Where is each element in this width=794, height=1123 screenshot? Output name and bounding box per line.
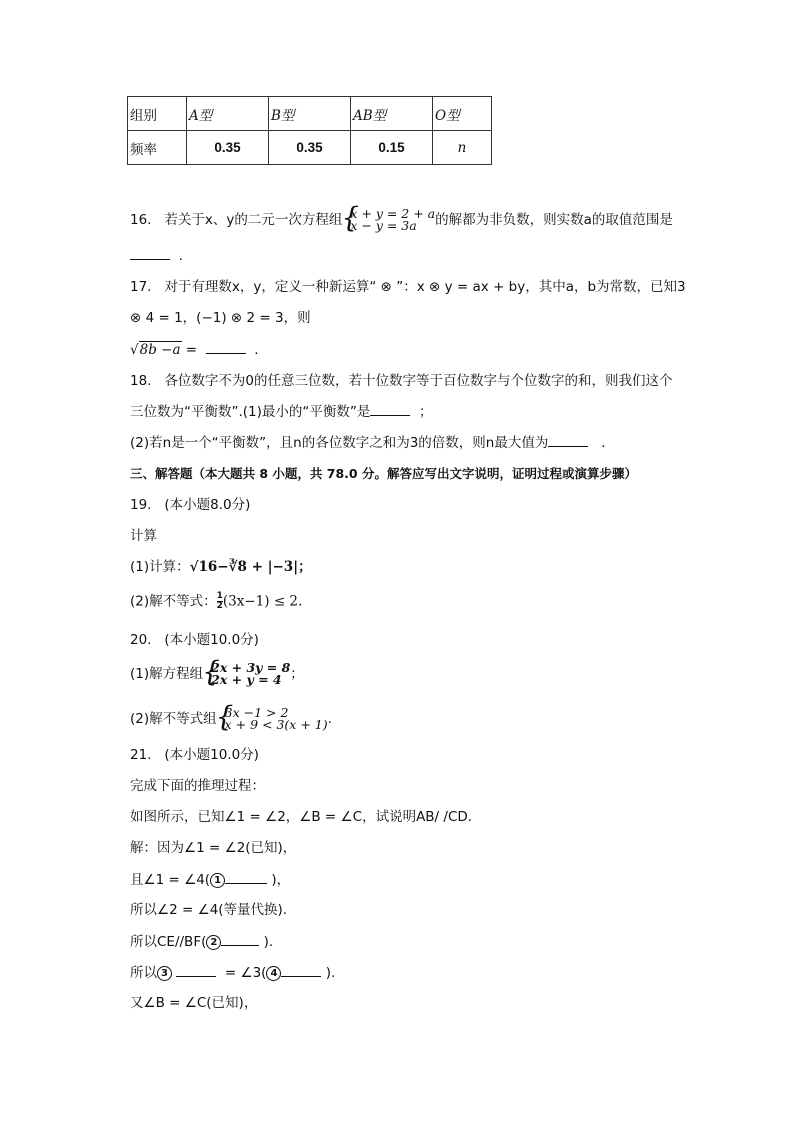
- part-label: (1)计算：: [130, 559, 190, 575]
- question-19-part1: [130, 558, 312, 576]
- table-cell: 组别: [128, 97, 187, 131]
- punctuation: .: [327, 711, 332, 727]
- question-21: [130, 746, 259, 764]
- circled-number: 4: [266, 966, 281, 981]
- part-label: (2)解不等式组: [130, 711, 217, 727]
- punctuation: .: [601, 435, 606, 451]
- proof-text: 且∠1 = ∠4(: [130, 872, 211, 888]
- answer-blank[interactable]: [221, 932, 259, 946]
- question-19-part2: [130, 592, 302, 611]
- proof-step-5: [130, 963, 335, 982]
- inequality: x + 9 < 3(x + 1): [224, 717, 328, 732]
- answer-blank[interactable]: [370, 402, 410, 416]
- math-expression: √16: [189, 559, 218, 575]
- circled-number: 2: [206, 935, 221, 950]
- equation-system: [203, 662, 290, 686]
- table-cell: A型: [187, 97, 269, 131]
- question-16: [130, 208, 673, 232]
- equation-system: [342, 208, 435, 232]
- circled-number: 3: [157, 966, 172, 981]
- table-cell: n: [433, 131, 492, 165]
- equation: x − y = 3a: [350, 218, 417, 233]
- table-header-row: [128, 97, 492, 131]
- proof-text: )，: [271, 872, 291, 888]
- radicand: 8b −a: [139, 342, 181, 358]
- question-19: [130, 496, 250, 514]
- question-21-given: 如图所示，已知∠1 = ∠2，∠B = ∠C，试说明AB/ /CD.: [130, 809, 473, 825]
- punctuation: .: [254, 342, 259, 358]
- question-text: 三位数为“平衡数”.(1)最小的“平衡数”是: [130, 404, 371, 420]
- answer-blank[interactable]: [176, 963, 216, 977]
- math-expression: −∛8 + |−3|；: [217, 559, 312, 575]
- table-cell: 频率: [128, 131, 187, 165]
- question-number: 21.: [130, 747, 152, 763]
- answer-blank[interactable]: [130, 246, 170, 260]
- question-number: 16.: [130, 212, 152, 228]
- score-label: (本小题8.0分): [164, 497, 251, 513]
- table-row: [128, 131, 492, 165]
- sqrt-icon: √: [130, 342, 139, 358]
- proof-step-3: 所以∠2 = ∠4(等量代换).: [130, 902, 288, 918]
- question-17-line2: [130, 309, 311, 327]
- question-text: (2)若n是一个“平衡数”，且n的各位数字之和为3的倍数，则n最大值为: [130, 435, 549, 451]
- table-cell: 0.35: [269, 131, 351, 165]
- question-18-line3: [130, 433, 606, 452]
- question-20-part1: [130, 662, 304, 686]
- question-20: [130, 631, 259, 649]
- answer-blank[interactable]: [225, 870, 267, 884]
- table-cell: 0.35: [187, 131, 269, 165]
- question-text: 若关于x、y的二元一次方程组: [164, 212, 343, 228]
- part-label: (2)解不等式：: [130, 593, 217, 610]
- punctuation: .: [178, 248, 183, 264]
- proof-step-2: [130, 870, 290, 889]
- proof-text: ).: [263, 934, 274, 950]
- question-18: [130, 372, 672, 390]
- denominator: 2: [216, 601, 223, 611]
- equation: { 2x + 3y = 8: [211, 660, 291, 675]
- question-number: 20.: [130, 632, 152, 648]
- score-label: (本小题10.0分): [164, 632, 259, 648]
- question-number: 19.: [130, 497, 152, 513]
- question-19-title: 计算: [130, 528, 157, 544]
- table-cell: AB型: [351, 97, 433, 131]
- math-expression: (3x−1) ≤ 2.: [222, 593, 303, 610]
- proof-text: ).: [325, 965, 336, 981]
- question-20-part2: [130, 707, 332, 731]
- equation: 2x + y = 4: [211, 672, 282, 687]
- question-17-line3: [130, 340, 259, 359]
- proof-text: 所以: [130, 965, 157, 981]
- inequality-system: [217, 707, 328, 731]
- question-text: ⊗ 4 = 1，(−1) ⊗ 2 = 3，则: [130, 310, 311, 326]
- question-21-intro: 完成下面的推理过程：: [130, 778, 265, 794]
- equation: { x + y = 2 + a: [350, 206, 436, 221]
- proof-step-1: 解：因为∠1 = ∠2(已知)，: [130, 840, 297, 856]
- question-number: 17.: [130, 279, 152, 295]
- question-number: 18.: [130, 373, 152, 389]
- punctuation: ；: [418, 404, 433, 420]
- question-17: [130, 278, 686, 296]
- question-text: 的解都为非负数，则实数a的取值范围是: [435, 212, 673, 228]
- question-text: 各位数字不为0的任意三位数，若十位数字等于百位数字与个位数字的和，则我们这个: [164, 373, 673, 389]
- equals-sign: =: [185, 342, 198, 358]
- table-cell: O型: [433, 97, 492, 131]
- proof-text: 所以CE//BF(: [130, 934, 207, 950]
- section-heading: 三、解答题（本大题共 8 小题，共 78.0 分。解答应写出文字说明，证明过程或演算步骤）: [130, 466, 637, 481]
- inequality: { 3x −1 > 2: [224, 705, 289, 720]
- question-text: 对于有理数x，y，定义一种新运算“ ⊗ ”：x ⊗ y = ax + by，其中a，b为常数，已知3: [164, 279, 686, 295]
- proof-text: = ∠3(: [224, 965, 267, 981]
- punctuation: ；: [290, 666, 304, 682]
- question-18-line2: [130, 402, 432, 421]
- circled-number: 1: [210, 873, 225, 888]
- answer-blank[interactable]: [281, 963, 321, 977]
- proof-step-4: [130, 932, 273, 951]
- numerator: 1: [216, 591, 223, 601]
- question-16-answer: [130, 246, 183, 265]
- blood-type-table: [127, 96, 492, 165]
- answer-blank[interactable]: [548, 433, 588, 447]
- part-label: (1)解方程组: [130, 666, 204, 682]
- table-cell: B型: [269, 97, 351, 131]
- score-label: (本小题10.0分): [164, 747, 259, 763]
- table-cell: 0.15: [351, 131, 433, 165]
- answer-blank[interactable]: [206, 340, 246, 354]
- proof-step-6: 又∠B = ∠C(已知)，: [130, 995, 258, 1011]
